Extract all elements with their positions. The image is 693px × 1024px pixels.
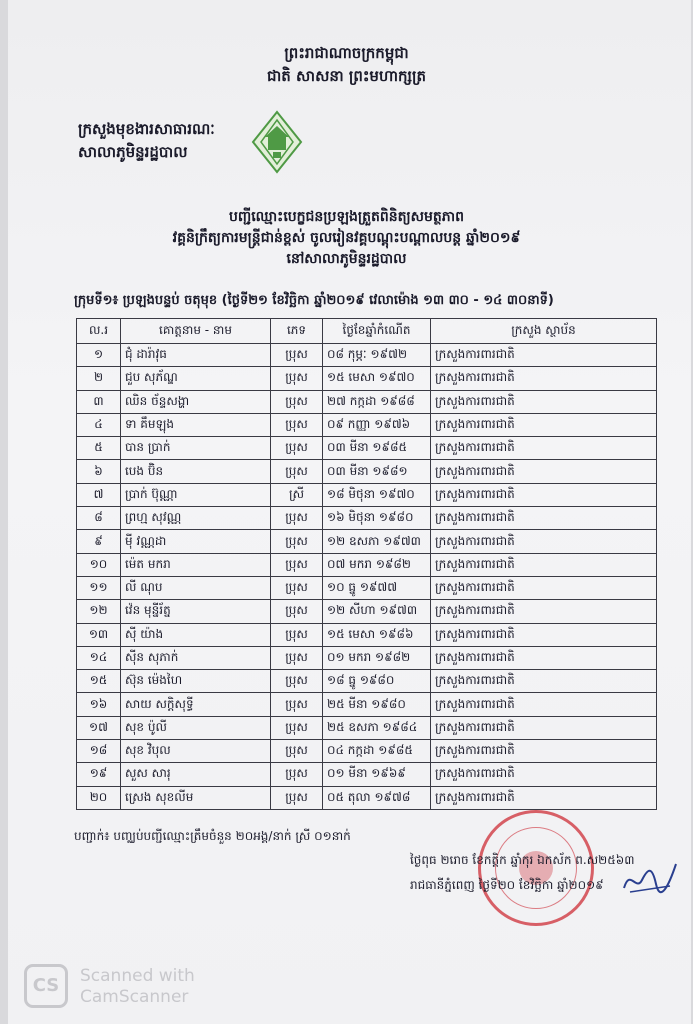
cell-no: ១៧ bbox=[77, 716, 121, 739]
cell-name: បេង ប៊ិន bbox=[121, 460, 271, 483]
cell-institution: ក្រសួងការពារជាតិ bbox=[431, 530, 657, 553]
cell-no: ១២ bbox=[77, 600, 121, 623]
exam-group-line: ក្រុមទី១៖ ប្រឡងបន្ទប់ ចតុមុខ (ថ្ងៃទី២១ ខែវិច្ឆិកា ឆ្នាំ២០១៩ វេលាម៉ោង ១៣ ៣០ - ១៤ ៣០នាទី) bbox=[74, 293, 554, 308]
cell-institution: ក្រសួងការពារជាតិ bbox=[431, 646, 657, 669]
school-name: សាលាភូមិន្ទរដ្ឋបាល bbox=[78, 143, 188, 161]
cell-no: ៧ bbox=[77, 483, 121, 506]
header-institution: ក្រសួង ស្ថាប័ន bbox=[431, 319, 657, 344]
cell-sex: ប្រុស bbox=[271, 623, 323, 646]
ministry-name: ក្រសួងមុខងារសាធារណៈ bbox=[78, 120, 215, 138]
cell-institution: ក្រសួងការពារជាតិ bbox=[431, 600, 657, 623]
cell-name: ស៊ីន សុភាក់ bbox=[121, 646, 271, 669]
watermark-line-1: Scanned with bbox=[80, 966, 195, 986]
cell-no: ២០ bbox=[77, 786, 121, 809]
cell-name: ប្រាក់ ប៊ុណ្ណា bbox=[121, 483, 271, 506]
cell-birthdate: ២៧ កក្កដា ១៩៨៨ bbox=[323, 390, 431, 413]
document-title-line-1: បញ្ជីឈ្មោះបេក្ខជនប្រឡងត្រួតពិនិត្យសមត្ថភាព bbox=[228, 209, 465, 225]
cell-sex: ប្រុស bbox=[271, 740, 323, 763]
cell-institution: ក្រសួងការពារជាតិ bbox=[431, 670, 657, 693]
cell-name: ម៉េត មករា bbox=[121, 553, 271, 576]
table-row bbox=[77, 600, 657, 623]
cell-institution: ក្រសួងការពារជាតិ bbox=[431, 507, 657, 530]
table-row bbox=[77, 740, 657, 763]
cell-institution: ក្រសួងការពារជាតិ bbox=[431, 763, 657, 786]
cell-institution: ក្រសួងការពារជាតិ bbox=[431, 344, 657, 367]
cell-name: ជុំ ដារ៉ាវុធ bbox=[121, 344, 271, 367]
cell-sex: ប្រុស bbox=[271, 344, 323, 367]
school-emblem-icon bbox=[251, 110, 303, 174]
cell-sex: ប្រុស bbox=[271, 716, 323, 739]
cell-name: សួស សារុ bbox=[121, 763, 271, 786]
handwritten-signature bbox=[620, 858, 680, 898]
cell-name: ឈិន ច័ន្ទសង្ហា bbox=[121, 390, 271, 413]
cell-sex: ប្រុស bbox=[271, 670, 323, 693]
cell-name: បាន ប្រាក់ bbox=[121, 437, 271, 460]
cell-no: ៨ bbox=[77, 507, 121, 530]
table-row bbox=[77, 367, 657, 390]
cell-no: ៥ bbox=[77, 437, 121, 460]
cell-name: ម៉ី វណ្ណដា bbox=[121, 530, 271, 553]
cell-no: ១៦ bbox=[77, 693, 121, 716]
table-row bbox=[77, 507, 657, 530]
cell-no: ១៤ bbox=[77, 646, 121, 669]
cell-no: ៣ bbox=[77, 390, 121, 413]
cell-institution: ក្រសួងការពារជាតិ bbox=[431, 437, 657, 460]
cell-birthdate: ១២ ឧសភា ១៩៧៣ bbox=[323, 530, 431, 553]
cell-sex: ប្រុស bbox=[271, 693, 323, 716]
cell-name: ស្រេង សុខលីម bbox=[121, 786, 271, 809]
cell-birthdate: ០១ មីនា ១៩៦៩ bbox=[323, 763, 431, 786]
cell-institution: ក្រសួងការពារជាតិ bbox=[431, 460, 657, 483]
cell-sex: ប្រុស bbox=[271, 786, 323, 809]
cell-no: ១០ bbox=[77, 553, 121, 576]
cell-name: លី ណុប bbox=[121, 576, 271, 599]
cell-sex: ប្រុស bbox=[271, 600, 323, 623]
table-row bbox=[77, 344, 657, 367]
cell-birthdate: ០៨ កុម្ភៈ ១៩៧២ bbox=[323, 344, 431, 367]
cell-sex: ប្រុស bbox=[271, 576, 323, 599]
header-birthdate: ថ្ងៃខែឆ្នាំកំណើត bbox=[323, 319, 431, 344]
table-row bbox=[77, 763, 657, 786]
table-row bbox=[77, 693, 657, 716]
table-row bbox=[77, 623, 657, 646]
cell-institution: ក្រសួងការពារជាតិ bbox=[431, 693, 657, 716]
cell-name: ព្រហ្ម សុវណ្ណ bbox=[121, 507, 271, 530]
cell-no: ៩ bbox=[77, 530, 121, 553]
cell-name: សុខ វិបុល bbox=[121, 740, 271, 763]
document-title-line-3: នៅសាលាភូមិន្ទរដ្ឋបាល bbox=[286, 251, 407, 267]
table-row bbox=[77, 390, 657, 413]
cell-birthdate: ២៥ ឧសភា ១៩៨៤ bbox=[323, 716, 431, 739]
cell-name: សាយ សក្តិសុទ្ធី bbox=[121, 693, 271, 716]
table-row bbox=[77, 460, 657, 483]
cell-birthdate: ១០ ធ្នូ ១៩៧៧ bbox=[323, 576, 431, 599]
table-row bbox=[77, 553, 657, 576]
cell-birthdate: ០៣ មីនា ១៩៨១ bbox=[323, 460, 431, 483]
cell-sex: ស្រី bbox=[271, 483, 323, 506]
cell-institution: ក្រសួងការពារជាតិ bbox=[431, 623, 657, 646]
document-title-line-2: វគ្គនិក្រឹត្យការមន្ត្រីជាន់ខ្ពស់ ចូលរៀនវគ្គបណ្តុះបណ្តាលបន្ត ឆ្នាំ២០១៩ bbox=[172, 230, 521, 246]
lunar-date-line: ថ្ងៃពុធ ២រោច ខែកត្តិក ឆ្នាំកុរ ឯកស័ក ព.ស២៥៦៣ bbox=[410, 853, 635, 867]
cell-no: ១១ bbox=[77, 576, 121, 599]
cell-sex: ប្រុស bbox=[271, 507, 323, 530]
cell-no: ១៥ bbox=[77, 670, 121, 693]
cell-no: ២ bbox=[77, 367, 121, 390]
kingdom-line-2: ជាតិ សាសនា ព្រះមហាក្សត្រ bbox=[267, 67, 426, 85]
camscanner-logo-icon: CS bbox=[24, 964, 68, 1008]
cell-no: ១៩ bbox=[77, 763, 121, 786]
cell-name: ស៊ុន ម៉េងហៃ bbox=[121, 670, 271, 693]
table-header-row bbox=[77, 319, 657, 344]
table-row bbox=[77, 413, 657, 436]
cell-birthdate: ១៥ មេសា ១៩៨៦ bbox=[323, 623, 431, 646]
cell-sex: ប្រុស bbox=[271, 530, 323, 553]
header-sex: ភេទ bbox=[271, 319, 323, 344]
cell-name: វ៉េន មុន្នីរ័ត្ន bbox=[121, 600, 271, 623]
candidate-table bbox=[76, 318, 657, 810]
table-row bbox=[77, 670, 657, 693]
cell-no: ១៣ bbox=[77, 623, 121, 646]
cell-birthdate: ២៥ មីនា ១៩៨០ bbox=[323, 693, 431, 716]
watermark-line-2: CamScanner bbox=[80, 987, 189, 1007]
cell-no: ១៨ bbox=[77, 740, 121, 763]
cell-name: ជួប សុភ័ណ្ឌ bbox=[121, 367, 271, 390]
header-no: ល.រ bbox=[77, 319, 121, 344]
cell-no: ៦ bbox=[77, 460, 121, 483]
cell-name: ស៊ី យ៉ាង bbox=[121, 623, 271, 646]
kingdom-line-1: ព្រះរាជាណាចក្រកម្ពុជា bbox=[284, 44, 409, 62]
cell-birthdate: ០៥ តុលា ១៩៧៨ bbox=[323, 786, 431, 809]
cell-birthdate: ០៩ កញ្ញា ១៩៧៦ bbox=[323, 413, 431, 436]
table-row bbox=[77, 483, 657, 506]
cell-institution: ក្រសួងការពារជាតិ bbox=[431, 390, 657, 413]
cell-birthdate: ០៣ មីនា ១៩៨៥ bbox=[323, 437, 431, 460]
cell-institution: ក្រសួងការពារជាតិ bbox=[431, 413, 657, 436]
cell-no: ៤ bbox=[77, 413, 121, 436]
cell-sex: ប្រុស bbox=[271, 646, 323, 669]
cell-birthdate: ១៨ ធ្នូ ១៩៨០ bbox=[323, 670, 431, 693]
cell-institution: ក្រសួងការពារជាតិ bbox=[431, 367, 657, 390]
table-row bbox=[77, 646, 657, 669]
footnote: បញ្ជាក់៖ បញ្ឈប់បញ្ជីឈ្មោះត្រឹមចំនួន ២០អង្គ/នាក់ ស្រី ០១នាក់ bbox=[74, 829, 351, 843]
cell-birthdate: ១៨ មិថុនា ១៩៧០ bbox=[323, 483, 431, 506]
cell-sex: ប្រុស bbox=[271, 413, 323, 436]
cell-institution: ក្រសួងការពារជាតិ bbox=[431, 786, 657, 809]
cell-sex: ប្រុស bbox=[271, 367, 323, 390]
cell-birthdate: ១៦ មិថុនា ១៩៨០ bbox=[323, 507, 431, 530]
place-date-line: រាជធានីភ្នំពេញ ថ្ងៃទី២០ ខែវិច្ឆិកា ឆ្នាំ២០១៩ bbox=[410, 878, 604, 892]
table-row bbox=[77, 716, 657, 739]
cell-birthdate: ០៤ កក្កដា ១៩៨៥ bbox=[323, 740, 431, 763]
cell-birthdate: ០៧ មករា ១៩៨២ bbox=[323, 553, 431, 576]
table-row bbox=[77, 576, 657, 599]
header-name: គោត្តនាម - នាម bbox=[121, 319, 271, 344]
cell-birthdate: ១៥ មេសា ១៩៧០ bbox=[323, 367, 431, 390]
cell-institution: ក្រសួងការពារជាតិ bbox=[431, 716, 657, 739]
table-row bbox=[77, 530, 657, 553]
cell-birthdate: ១២ សីហា ១៩៧៣ bbox=[323, 600, 431, 623]
cell-sex: ប្រុស bbox=[271, 553, 323, 576]
cell-sex: ប្រុស bbox=[271, 460, 323, 483]
cell-institution: ក្រសួងការពារជាតិ bbox=[431, 483, 657, 506]
cell-no: ១ bbox=[77, 344, 121, 367]
cell-birthdate: ០១ មករា ១៩៨២ bbox=[323, 646, 431, 669]
cell-sex: ប្រុស bbox=[271, 763, 323, 786]
cell-institution: ក្រសួងការពារជាតិ bbox=[431, 553, 657, 576]
cell-institution: ក្រសួងការពារជាតិ bbox=[431, 576, 657, 599]
cell-name: សុខ ប៉ូលី bbox=[121, 716, 271, 739]
cell-sex: ប្រុស bbox=[271, 390, 323, 413]
cell-institution: ក្រសួងការពារជាតិ bbox=[431, 740, 657, 763]
table-row bbox=[77, 437, 657, 460]
cell-sex: ប្រុស bbox=[271, 437, 323, 460]
cell-name: ទា គឹមឡុង bbox=[121, 413, 271, 436]
table-row bbox=[77, 786, 657, 809]
